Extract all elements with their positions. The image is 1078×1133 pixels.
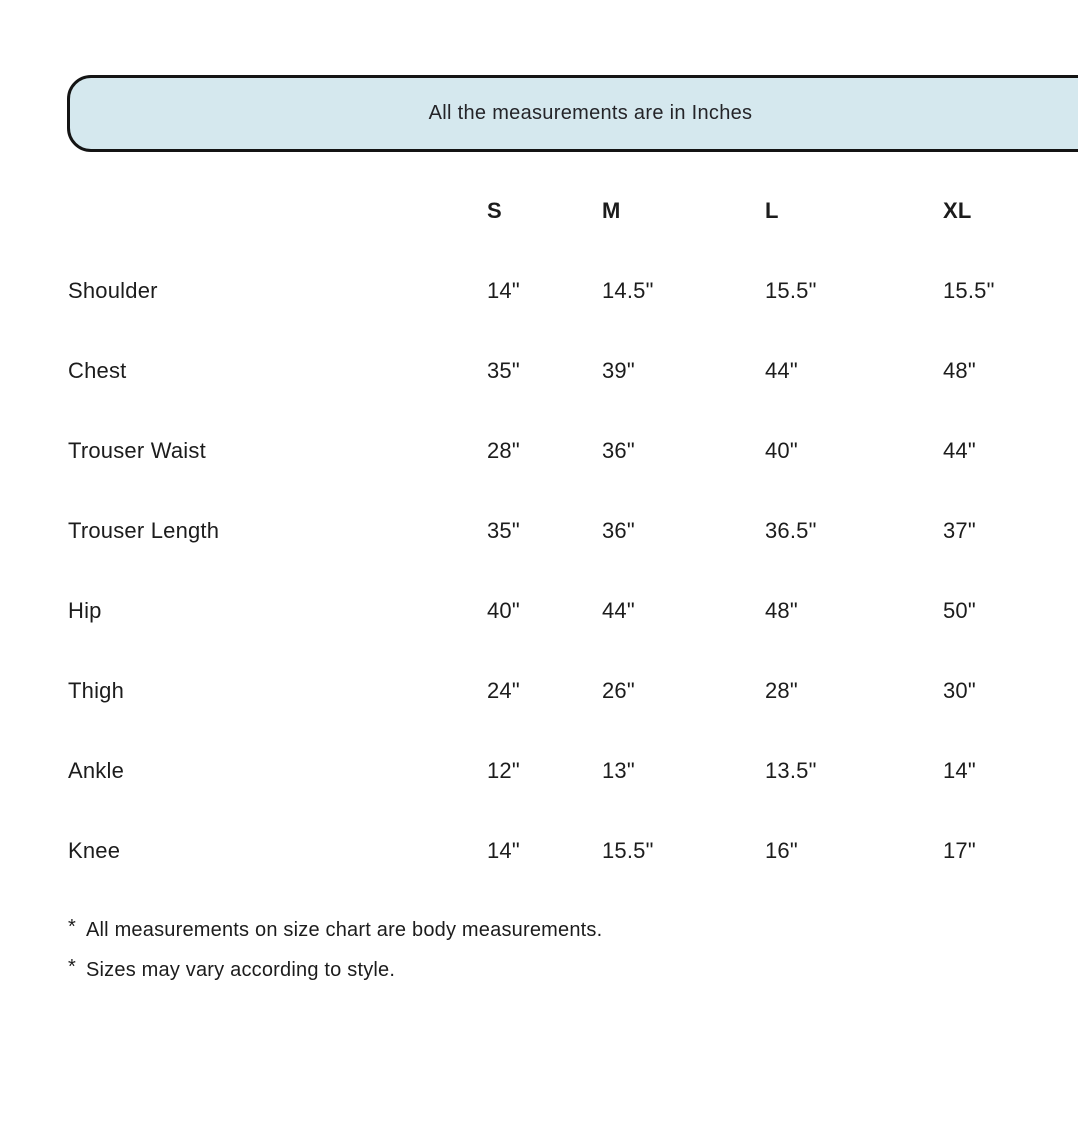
cell-value: 24" [487,678,520,703]
cell-value: 40" [487,598,520,623]
row-label: Trouser Waist [68,438,206,463]
row-label: Shoulder [68,278,158,303]
footnote-line-1 [68,910,602,950]
cell-value: 40" [765,438,798,463]
table-row-trouser-waist [68,411,1078,491]
cell-value: 35" [487,358,520,383]
cell-value: 15.5" [602,838,654,863]
cell-value: 15.5" [765,278,817,303]
cell-value: 26" [602,678,635,703]
measurement-unit-banner [67,75,1078,152]
footnotes [68,910,602,990]
row-label: Trouser Length [68,518,220,543]
cell-value: 17" [943,838,976,863]
cell-value: 48" [765,598,798,623]
column-header-xl: XL [943,198,972,223]
table-row-chest [68,331,1078,411]
row-label: Thigh [68,678,125,703]
table-header-row [68,171,1078,251]
table-row-shoulder [68,251,1078,331]
cell-value: 13" [602,758,635,783]
footnote-line-2 [68,950,602,990]
table-row-knee [68,811,1078,891]
cell-value: 37" [943,518,976,543]
table-row-trouser-length [68,491,1078,571]
cell-value: 12" [487,758,520,783]
cell-value: 14" [943,758,976,783]
cell-value: 30" [943,678,976,703]
cell-value: 36.5" [765,518,817,543]
cell-value: 13.5" [765,758,817,783]
column-header-s: S [487,198,502,223]
banner-text: All the measurements are in Inches [428,102,753,124]
size-chart-table [68,171,1078,891]
cell-value: 35" [487,518,520,543]
row-label: Hip [68,598,102,623]
cell-value: 14" [487,278,520,303]
column-header-l: L [765,198,779,223]
cell-value: 44" [765,358,798,383]
table-row-hip [68,571,1078,651]
cell-value: 15.5" [943,278,995,303]
cell-value: 16" [765,838,798,863]
asterisk-marker: * [68,955,76,978]
row-label: Knee [68,838,121,863]
cell-value: 36" [602,518,635,543]
table-row-thigh [68,651,1078,731]
footnote-text: All measurements on size chart are body measurements. [85,918,603,941]
row-label: Chest [68,358,127,383]
cell-value: 44" [943,438,976,463]
row-label: Ankle [68,758,125,783]
cell-value: 28" [487,438,520,463]
cell-value: 44" [602,598,635,623]
cell-value: 48" [943,358,976,383]
cell-value: 50" [943,598,976,623]
cell-value: 14" [487,838,520,863]
asterisk-marker: * [68,915,76,938]
cell-value: 39" [602,358,635,383]
cell-value: 14.5" [602,278,654,303]
cell-value: 28" [765,678,798,703]
footnote-text: Sizes may vary according to style. [85,958,396,981]
table-row-ankle [68,731,1078,811]
column-header-m: M [602,198,621,223]
cell-value: 36" [602,438,635,463]
